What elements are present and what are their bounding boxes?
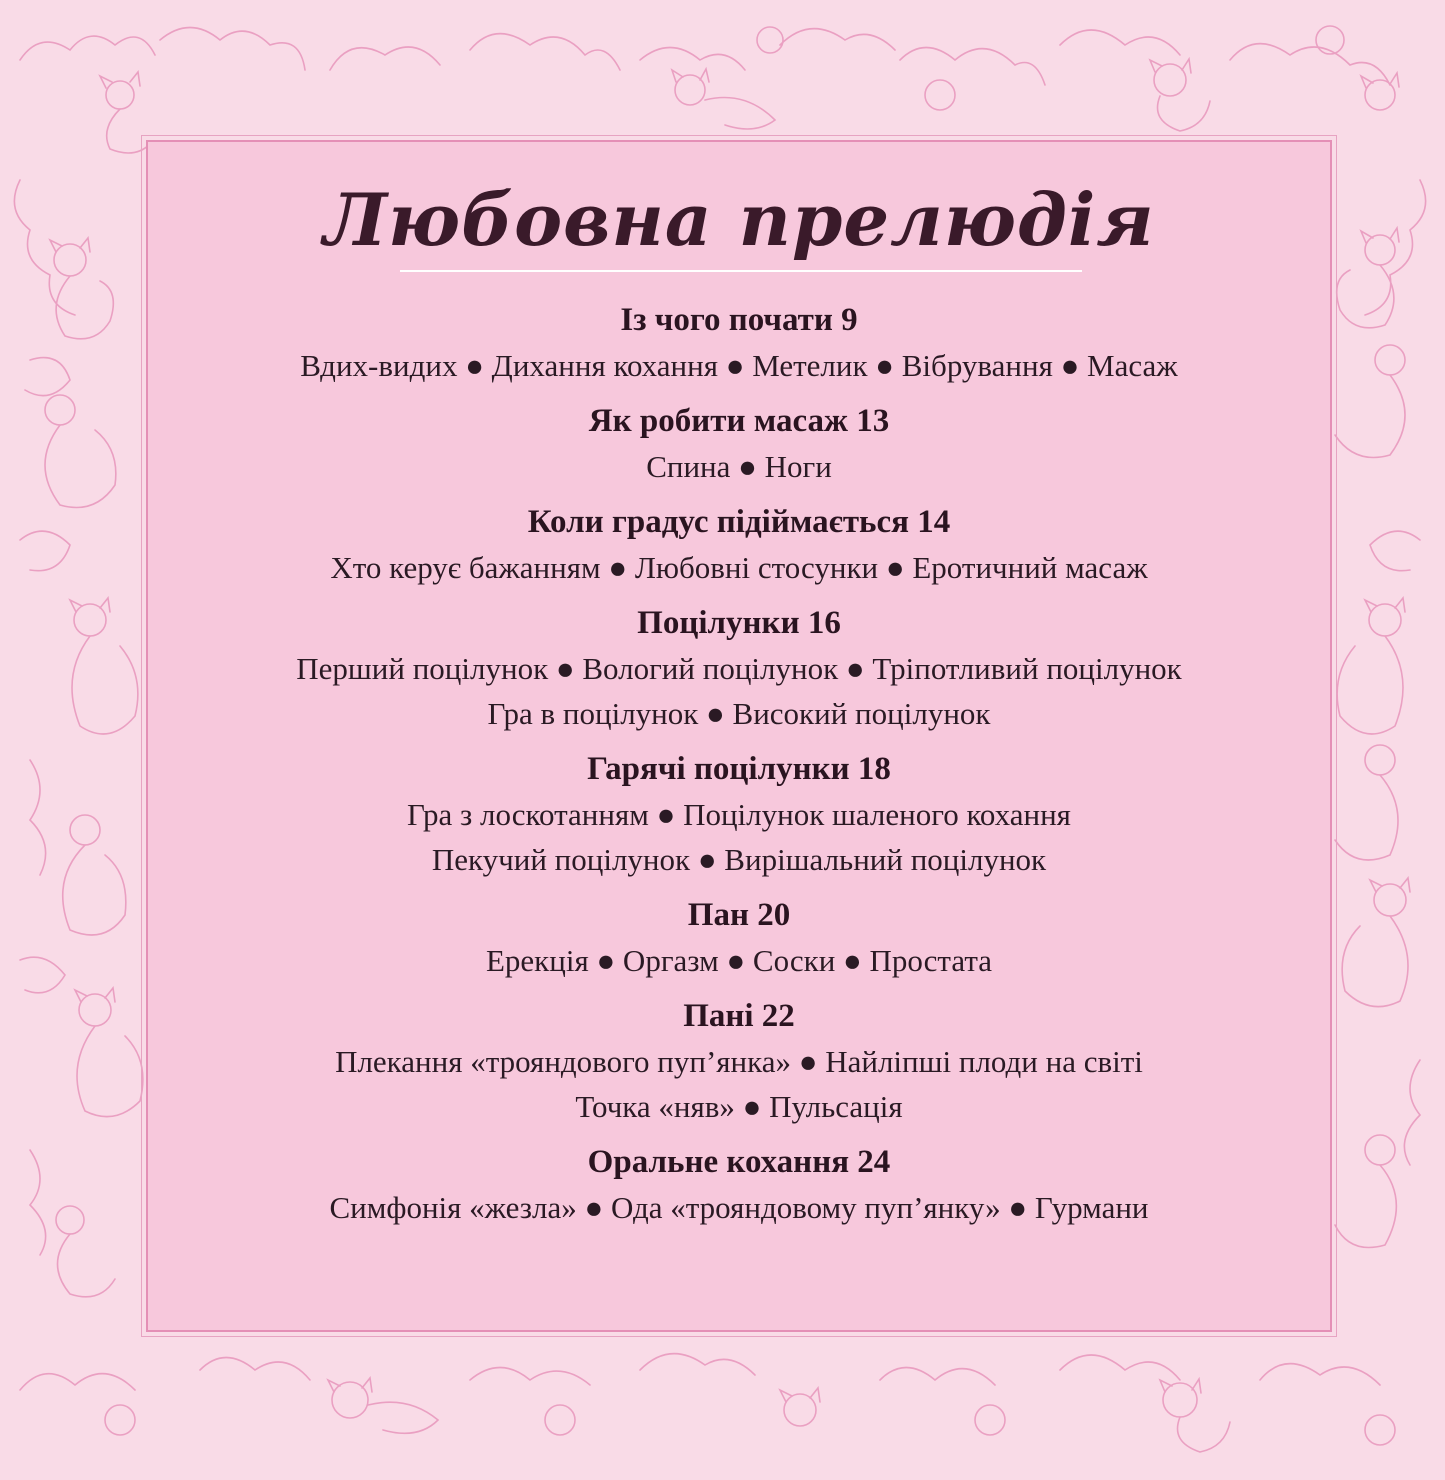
toc-entry: [148, 499, 1330, 590]
toc-subtopics: Хто керує бажанням ● Любовні стосунки ● Еротичний масаж: [330, 550, 1148, 585]
toc-subtopics: Перший поцілунок ● Вологий поцілунок ● Тріпотливий поцілунок: [296, 651, 1182, 686]
toc-entry: [148, 892, 1330, 983]
toc-heading: Коли градус підіймається 14: [527, 504, 951, 540]
toc-entry: [148, 600, 1330, 736]
title-underline: [400, 270, 1082, 272]
toc-subtopics: Спина ● Ноги: [646, 449, 832, 484]
toc-list: [148, 297, 1330, 1240]
toc-heading: Із чого почати 9: [620, 302, 858, 338]
toc-panel: [146, 140, 1332, 1332]
toc-heading: Поцілунки 16: [637, 605, 841, 641]
toc-subtopics: Гра з лоскотанням ● Поцілунок шаленого кохання: [407, 797, 1071, 832]
toc-heading: Гарячі поцілунки 18: [587, 751, 891, 787]
toc-heading: Оральне кохання 24: [587, 1144, 891, 1180]
toc-entry: [148, 746, 1330, 882]
toc-subtopics: Гра в поцілунок ● Високий поцілунок: [487, 696, 991, 731]
toc-subtopics: Плекання «трояндового пуп’янка» ● Найліпші плоди на світі: [335, 1044, 1143, 1079]
toc-heading: Як робити масаж 13: [588, 403, 890, 439]
toc-entry: [148, 297, 1330, 388]
toc-subtopics: Ерекція ● Оргазм ● Соски ● Простата: [485, 943, 993, 978]
page-title: Любовна прелюдія: [323, 177, 1155, 262]
toc-entry: [148, 993, 1330, 1129]
toc-subtopics: Точка «няв» ● Пульсація: [575, 1089, 903, 1124]
toc-subtopics: Вдих-видих ● Дихання кохання ● Метелик ● Вібрування ● Масаж: [300, 348, 1178, 383]
toc-subtopics: Симфонія «жезла» ● Ода «трояндовому пуп’янку» ● Гурмани: [329, 1190, 1149, 1225]
toc-entry: [148, 1139, 1330, 1230]
toc-subtopics: Пекучий поцілунок ● Вирішальний поцілунок: [431, 842, 1047, 877]
toc-heading: Пані 22: [683, 998, 795, 1034]
toc-heading: Пан 20: [687, 897, 791, 933]
toc-entry: [148, 398, 1330, 489]
